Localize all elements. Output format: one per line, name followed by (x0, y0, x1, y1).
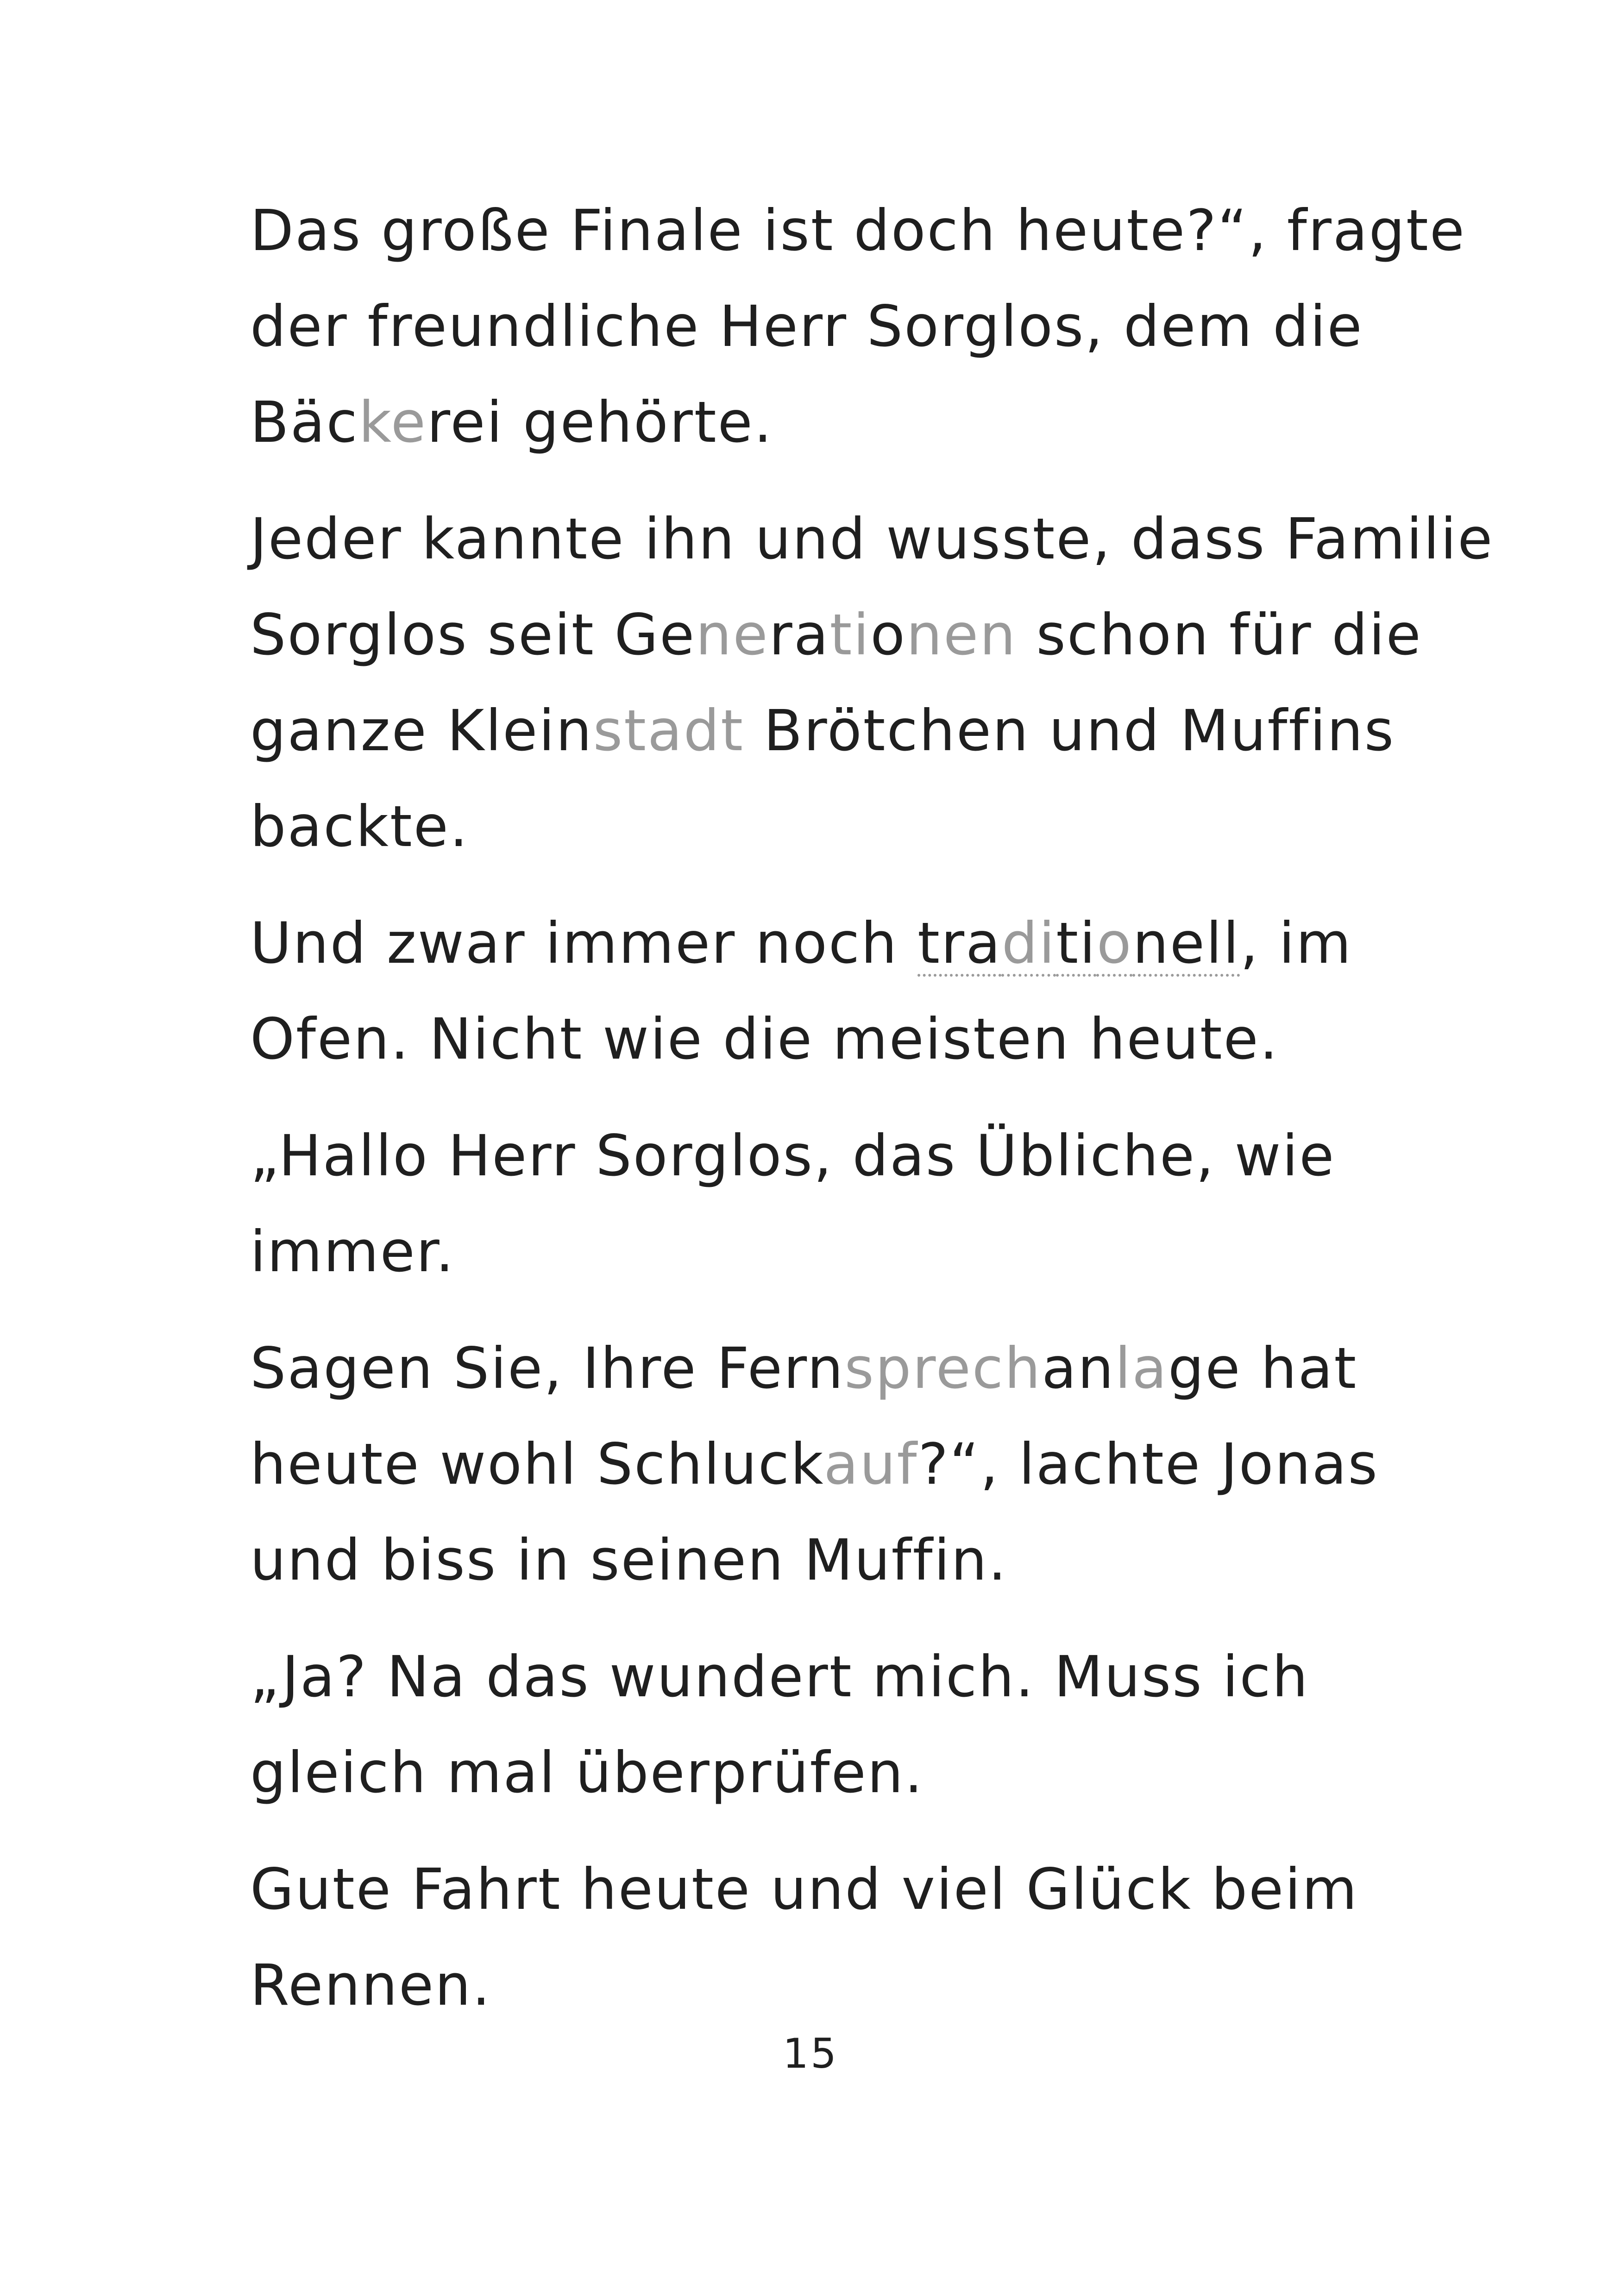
text-segment: o (870, 602, 906, 668)
highlighted-syllable: di (1001, 910, 1056, 976)
story-paragraph (250, 491, 1501, 875)
highlighted-syllable: la (1115, 1336, 1168, 1401)
highlighted-syllable: sprech (844, 1336, 1042, 1401)
text-segment: Das große Finale ist doch heute?“, fragte der freundliche Herr Sorglos, dem die Bäc (250, 198, 1466, 455)
highlighted-syllable: ne (696, 602, 769, 668)
highlighted-syllable: stadt (593, 698, 745, 764)
text-segment: tra (917, 910, 1002, 976)
text-segment: Gute Fahrt heute und viel Glück beim Rennen. (250, 1857, 1358, 2018)
text-segment: nell (1132, 910, 1240, 976)
text-segment: „Hallo Herr Sorglos, das Übliche, wie immer. (250, 1123, 1336, 1285)
text-segment: Jeder kannte ihn und wusste, dass Familie Sorglos seit Ge (250, 506, 1494, 668)
text-segment: ?“, lachte Jonas und biss in seinen Muffin. (250, 1431, 1379, 1593)
story-text (250, 183, 1501, 2054)
text-segment: Und zwar immer noch (250, 910, 918, 976)
text-segment: „Ja? Na das wundert mich. Muss ich gleich mal überprüfen. (250, 1644, 1309, 1806)
story-paragraph (250, 1321, 1501, 1608)
text-segment: , im Ofen. Nicht wie die meisten heute. (250, 910, 1353, 1072)
text-segment: schon für die ganze Klein (250, 602, 1422, 764)
story-paragraph (250, 183, 1501, 470)
text-segment: an (1042, 1336, 1115, 1401)
page-number: 15 (783, 2030, 838, 2077)
highlighted-syllable: o (1096, 910, 1133, 976)
text-segment: ti (1056, 910, 1097, 976)
story-paragraph (250, 896, 1501, 1087)
story-paragraph (250, 1842, 1501, 2033)
highlighted-syllable: nen (906, 602, 1017, 668)
highlighted-syllable: ke (358, 389, 427, 455)
text-segment: Brötchen und Muffins backte. (250, 698, 1395, 859)
text-segment: ge hat heute wohl Schluck (250, 1336, 1358, 1497)
story-paragraph (250, 1629, 1501, 1821)
text-segment: ra (769, 602, 830, 668)
text-segment: rei gehörte. (427, 389, 773, 455)
highlighted-syllable: ti (829, 602, 871, 668)
story-paragraph (250, 1108, 1501, 1300)
text-segment: Sagen Sie, Ihre Fern (250, 1336, 845, 1401)
highlighted-syllable: auf (823, 1431, 918, 1497)
